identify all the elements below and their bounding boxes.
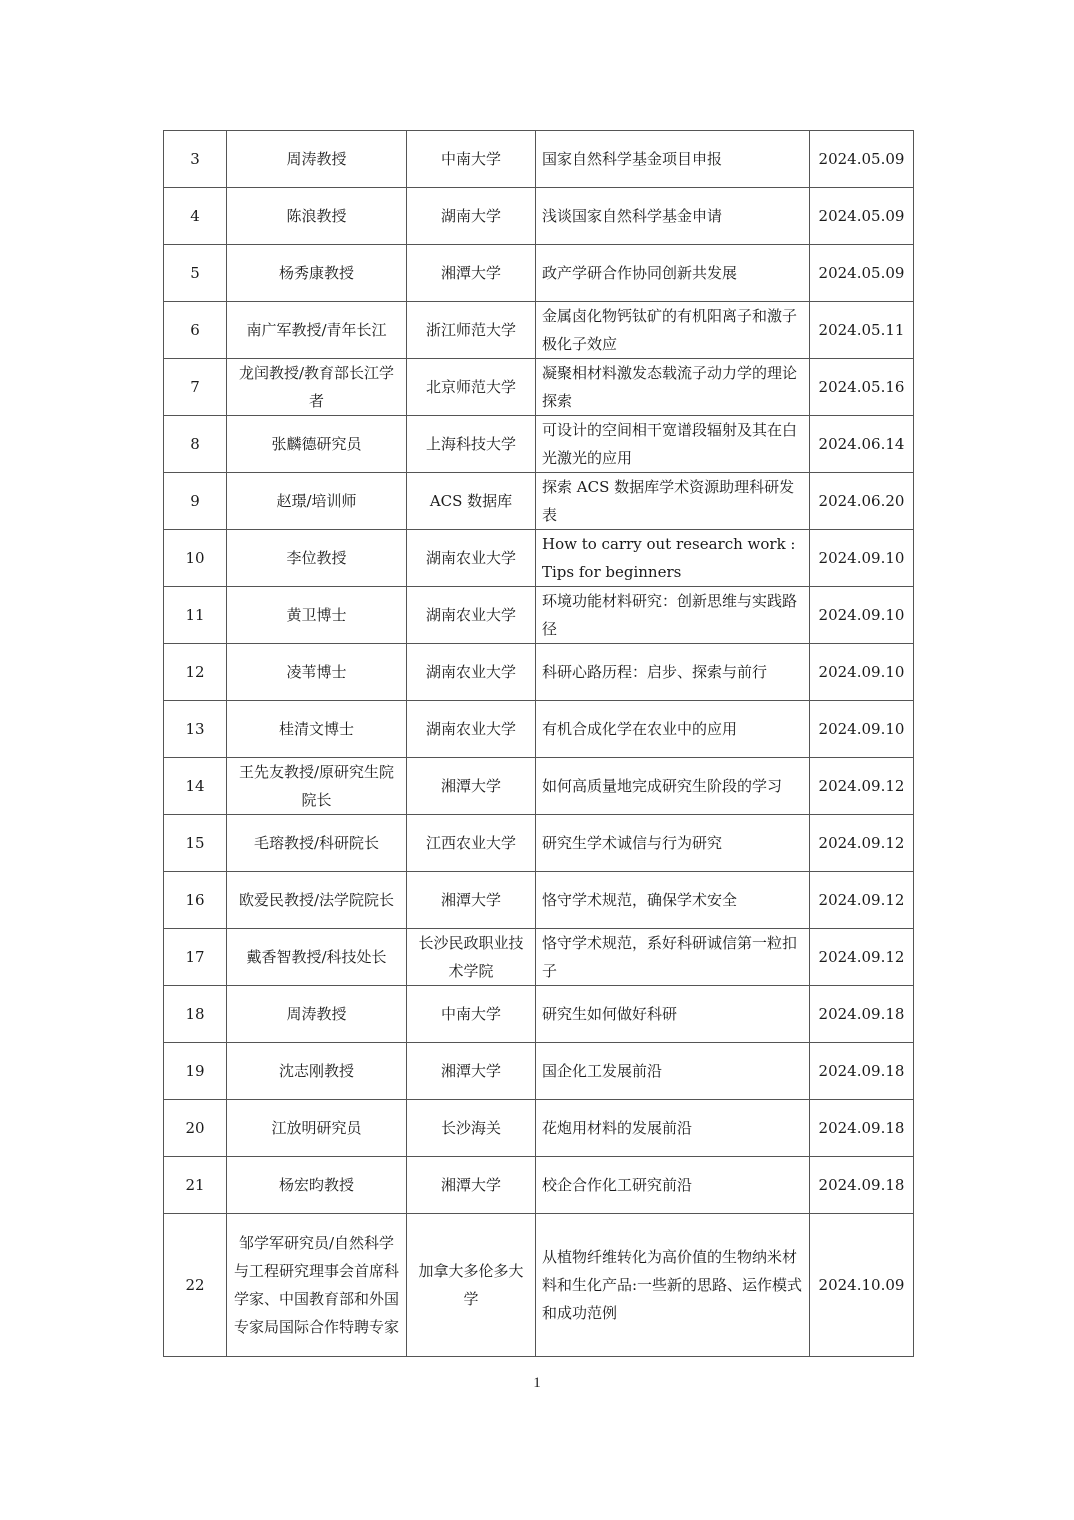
lecture-date: 2024.05.09 xyxy=(810,245,914,302)
table-row xyxy=(164,302,914,359)
table-row xyxy=(164,473,914,530)
lecture-date: 2024.09.10 xyxy=(810,587,914,644)
lecture-date: 2024.09.10 xyxy=(810,530,914,587)
row-number: 20 xyxy=(164,1100,227,1157)
speaker-name: 凌苇博士 xyxy=(227,644,407,701)
lecture-date: 2024.10.09 xyxy=(810,1214,914,1357)
speaker-name: 沈志刚教授 xyxy=(227,1043,407,1100)
lecture-date: 2024.05.16 xyxy=(810,359,914,416)
table-row xyxy=(164,1157,914,1214)
table-row xyxy=(164,1100,914,1157)
lecture-date: 2024.05.09 xyxy=(810,188,914,245)
speaker-name: 江放明研究员 xyxy=(227,1100,407,1157)
speaker-name: 龙闰教授/教育部长江学者 xyxy=(227,359,407,416)
institution: 中南大学 xyxy=(407,986,536,1043)
row-number: 9 xyxy=(164,473,227,530)
lecture-date: 2024.05.11 xyxy=(810,302,914,359)
institution: 湘潭大学 xyxy=(407,1157,536,1214)
row-number: 6 xyxy=(164,302,227,359)
row-number: 3 xyxy=(164,131,227,188)
lecture-date: 2024.05.09 xyxy=(810,131,914,188)
speaker-name: 张麟德研究员 xyxy=(227,416,407,473)
speaker-name: 杨宏昀教授 xyxy=(227,1157,407,1214)
lecture-title: 从植物纤维转化为高价值的生物纳米材料和生化产品:一些新的思路、运作模式和成功范例 xyxy=(536,1214,810,1357)
lecture-title: 可设计的空间相干宽谱段辐射及其在白光激光的应用 xyxy=(536,416,810,473)
lecture-title: How to carry out research work : Tips for beginners xyxy=(536,530,810,587)
institution: 湖南农业大学 xyxy=(407,644,536,701)
row-number: 5 xyxy=(164,245,227,302)
lecture-title: 如何高质量地完成研究生阶段的学习 xyxy=(536,758,810,815)
lecture-date: 2024.09.18 xyxy=(810,1043,914,1100)
lecture-title: 有机合成化学在农业中的应用 xyxy=(536,701,810,758)
table-row xyxy=(164,1214,914,1357)
lecture-date: 2024.09.18 xyxy=(810,986,914,1043)
speaker-name: 周涛教授 xyxy=(227,986,407,1043)
lecture-title: 恪守学术规范，系好科研诚信第一粒扣子 xyxy=(536,929,810,986)
row-number: 21 xyxy=(164,1157,227,1214)
speaker-name: 杨秀康教授 xyxy=(227,245,407,302)
institution: 加拿大多伦多大学 xyxy=(407,1214,536,1357)
lecture-date: 2024.09.12 xyxy=(810,929,914,986)
table-row xyxy=(164,644,914,701)
lecture-title: 花炮用材料的发展前沿 xyxy=(536,1100,810,1157)
row-number: 22 xyxy=(164,1214,227,1357)
speaker-name: 周涛教授 xyxy=(227,131,407,188)
table-row xyxy=(164,245,914,302)
lecture-title: 国企化工发展前沿 xyxy=(536,1043,810,1100)
lecture-date: 2024.09.18 xyxy=(810,1157,914,1214)
speaker-name: 南广军教授/青年长江 xyxy=(227,302,407,359)
institution: 浙江师范大学 xyxy=(407,302,536,359)
institution: 江西农业大学 xyxy=(407,815,536,872)
lecture-title: 恪守学术规范，确保学术安全 xyxy=(536,872,810,929)
speaker-name: 李位教授 xyxy=(227,530,407,587)
lecture-title: 探索 ACS 数据库学术资源助理科研发表 xyxy=(536,473,810,530)
institution: 湘潭大学 xyxy=(407,872,536,929)
institution: 湘潭大学 xyxy=(407,1043,536,1100)
lecture-date: 2024.09.12 xyxy=(810,758,914,815)
institution: 湘潭大学 xyxy=(407,758,536,815)
institution: ACS 数据库 xyxy=(407,473,536,530)
lecture-title: 校企合作化工研究前沿 xyxy=(536,1157,810,1214)
institution: 上海科技大学 xyxy=(407,416,536,473)
table-row xyxy=(164,758,914,815)
row-number: 4 xyxy=(164,188,227,245)
speaker-name: 赵璟/培训师 xyxy=(227,473,407,530)
table-row xyxy=(164,1043,914,1100)
row-number: 15 xyxy=(164,815,227,872)
lecture-date: 2024.06.20 xyxy=(810,473,914,530)
row-number: 7 xyxy=(164,359,227,416)
institution: 湖南农业大学 xyxy=(407,587,536,644)
row-number: 13 xyxy=(164,701,227,758)
institution: 长沙民政职业技术学院 xyxy=(407,929,536,986)
lecture-title: 国家自然科学基金项目申报 xyxy=(536,131,810,188)
row-number: 11 xyxy=(164,587,227,644)
speaker-name: 王先友教授/原研究生院院长 xyxy=(227,758,407,815)
row-number: 10 xyxy=(164,530,227,587)
lecture-title: 政产学研合作协同创新共发展 xyxy=(536,245,810,302)
lecture-date: 2024.09.12 xyxy=(810,815,914,872)
table-row xyxy=(164,131,914,188)
table-row xyxy=(164,872,914,929)
lecture-date: 2024.09.10 xyxy=(810,644,914,701)
row-number: 17 xyxy=(164,929,227,986)
lecture-title: 金属卤化物钙钛矿的有机阳离子和激子极化子效应 xyxy=(536,302,810,359)
speaker-name: 黄卫博士 xyxy=(227,587,407,644)
lecture-title: 研究生学术诚信与行为研究 xyxy=(536,815,810,872)
lecture-title: 环境功能材料研究：创新思维与实践路径 xyxy=(536,587,810,644)
speaker-name: 欧爱民教授/法学院院长 xyxy=(227,872,407,929)
row-number: 16 xyxy=(164,872,227,929)
table-row xyxy=(164,188,914,245)
table-row xyxy=(164,416,914,473)
institution: 湖南农业大学 xyxy=(407,530,536,587)
row-number: 19 xyxy=(164,1043,227,1100)
row-number: 18 xyxy=(164,986,227,1043)
speaker-name: 陈浪教授 xyxy=(227,188,407,245)
lecture-title: 研究生如何做好科研 xyxy=(536,986,810,1043)
lecture-title: 浅谈国家自然科学基金申请 xyxy=(536,188,810,245)
speaker-name: 戴香智教授/科技处长 xyxy=(227,929,407,986)
speaker-name: 邹学军研究员/自然科学与工程研究理事会首席科学家、中国教育部和外国专家局国际合作特聘专家 xyxy=(227,1214,407,1357)
table-row xyxy=(164,701,914,758)
row-number: 12 xyxy=(164,644,227,701)
lecture-table xyxy=(163,130,914,1357)
lecture-title: 凝聚相材料激发态载流子动力学的理论探索 xyxy=(536,359,810,416)
lecture-date: 2024.09.18 xyxy=(810,1100,914,1157)
table-row xyxy=(164,929,914,986)
table-row xyxy=(164,530,914,587)
institution: 长沙海关 xyxy=(407,1100,536,1157)
institution: 湖南农业大学 xyxy=(407,701,536,758)
institution: 中南大学 xyxy=(407,131,536,188)
table-row xyxy=(164,359,914,416)
speaker-name: 桂清文博士 xyxy=(227,701,407,758)
lecture-date: 2024.09.10 xyxy=(810,701,914,758)
lecture-title: 科研心路历程：启步、探索与前行 xyxy=(536,644,810,701)
lecture-date: 2024.06.14 xyxy=(810,416,914,473)
institution: 湖南大学 xyxy=(407,188,536,245)
institution: 北京师范大学 xyxy=(407,359,536,416)
page-number: 1 xyxy=(533,1375,541,1391)
table-row xyxy=(164,587,914,644)
row-number: 14 xyxy=(164,758,227,815)
institution: 湘潭大学 xyxy=(407,245,536,302)
table-row xyxy=(164,815,914,872)
lecture-date: 2024.09.12 xyxy=(810,872,914,929)
row-number: 8 xyxy=(164,416,227,473)
speaker-name: 毛瑢教授/科研院长 xyxy=(227,815,407,872)
table-row xyxy=(164,986,914,1043)
